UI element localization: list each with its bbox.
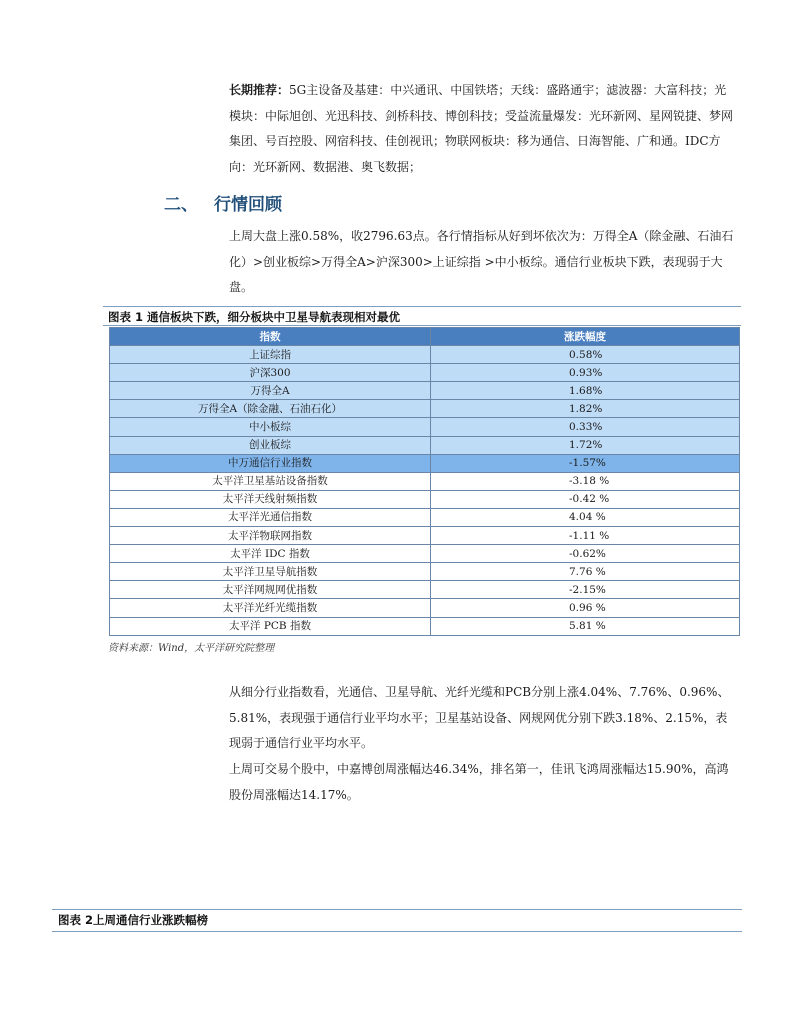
- table-row: [110, 472, 740, 490]
- table-body: [110, 346, 740, 636]
- header-index: 指数: [110, 328, 431, 346]
- table-row: [110, 400, 740, 418]
- index-name-cell: 创业板综: [110, 436, 431, 454]
- figure1-top-rule: [103, 306, 741, 307]
- section-title: 行情回顾: [214, 195, 282, 215]
- market-review-paragraph: 上周大盘上涨0.58%，收2796.63点。各行情指标从好到坏依次为：万得全A（除金融、石油石化）>创业板综>万得全A>沪深300>上证综指 >中小板综。通信行业板块下跌，表现弱于大盘。: [229, 229, 734, 294]
- subindustry-paragraph: 从细分行业指数看，光通信、卫星导航、光纤光缆和PCB分别上涨4.04%、7.76%、0.96%、5.81%，表现强于通信行业平均水平；卫星基站设备、网规网优分别下跌3.18%、2.15%，表现弱于通信行业平均水平。: [229, 685, 730, 750]
- table-row: [110, 508, 740, 526]
- table-row: [110, 454, 740, 472]
- table-row: [110, 563, 740, 581]
- index-name-cell: 上证综指: [110, 346, 431, 364]
- table-row: [110, 382, 740, 400]
- figure1-caption: 图表 1 通信板块下跌，细分板块中卫星导航表现相对最优: [108, 310, 401, 324]
- table-row: [110, 599, 740, 617]
- change-value-cell: 1.82%: [431, 400, 740, 418]
- recommendation-paragraph: [229, 78, 735, 180]
- change-value-cell: -0.42 %: [431, 490, 740, 508]
- recommendation-label: 长期推荐：: [229, 83, 290, 97]
- change-value-cell: -0.62%: [431, 545, 740, 563]
- index-name-cell: 太平洋物联网指数: [110, 527, 431, 545]
- index-name-cell: 太平洋光通信指数: [110, 508, 431, 526]
- figure2-top-rule: [52, 909, 742, 910]
- table-row: [110, 545, 740, 563]
- table-row: [110, 346, 740, 364]
- section-heading: [164, 190, 282, 215]
- table-header-row: [110, 328, 740, 346]
- table-row: [110, 490, 740, 508]
- figure2-caption: 图表 2上周通信行业涨跌幅榜: [58, 913, 209, 927]
- change-value-cell: 4.04 %: [431, 508, 740, 526]
- index-name-cell: 太平洋卫星基站设备指数: [110, 472, 431, 490]
- change-value-cell: 0.33%: [431, 418, 740, 436]
- index-name-cell: 太平洋卫星导航指数: [110, 563, 431, 581]
- figure1-source: 资料来源：Wind，太平洋研究院整理: [108, 643, 275, 654]
- index-name-cell: 万得全A（除金融、石油石化）: [110, 400, 431, 418]
- change-value-cell: 0.93%: [431, 364, 740, 382]
- change-value-cell: 0.58%: [431, 346, 740, 364]
- table-row: [110, 581, 740, 599]
- figure2-caption-rule: [52, 931, 742, 932]
- index-performance-table: [109, 327, 740, 636]
- header-change: 涨跌幅度: [431, 328, 740, 346]
- change-value-cell: -3.18 %: [431, 472, 740, 490]
- table-row: [110, 617, 740, 635]
- index-name-cell: 太平洋天线射频指数: [110, 490, 431, 508]
- top-stocks-paragraph: 上周可交易个股中，中嘉博创周涨幅达46.34%，排名第一，佳讯飞鸿周涨幅达15.90%，高鸿股份周涨幅达14.17%。: [229, 762, 729, 802]
- recommendation-text: 5G主设备及基建：中兴通讯、中国铁塔；天线：盛路通宇；滤波器：大富科技；光模块：中际旭创、光迅科技、剑桥科技、博创科技；受益流量爆发：光环新网、星网锐捷、梦网集团、号百控股、网宿科技、佳创视讯；物联网板块：移为通信、日海智能、广和通。IDC方向：光环新网、数据港、奥飞数据；: [229, 83, 734, 174]
- change-value-cell: -1.11 %: [431, 527, 740, 545]
- figure1-caption-rule: [103, 325, 741, 326]
- index-name-cell: 中小板综: [110, 418, 431, 436]
- change-value-cell: 5.81 %: [431, 617, 740, 635]
- index-name-cell: 太平洋光纤光缆指数: [110, 599, 431, 617]
- index-name-cell: 太平洋网规网优指数: [110, 581, 431, 599]
- table-row: [110, 436, 740, 454]
- index-name-cell: 中万通信行业指数: [110, 454, 431, 472]
- change-value-cell: 0.96 %: [431, 599, 740, 617]
- table-row: [110, 527, 740, 545]
- change-value-cell: 7.76 %: [431, 563, 740, 581]
- index-name-cell: 太平洋 IDC 指数: [110, 545, 431, 563]
- change-value-cell: -1.57%: [431, 454, 740, 472]
- index-name-cell: 沪深300: [110, 364, 431, 382]
- change-value-cell: -2.15%: [431, 581, 740, 599]
- change-value-cell: 1.68%: [431, 382, 740, 400]
- index-name-cell: 太平洋 PCB 指数: [110, 617, 431, 635]
- section-number: 二、: [164, 195, 198, 215]
- table-row: [110, 364, 740, 382]
- table-row: [110, 418, 740, 436]
- index-name-cell: 万得全A: [110, 382, 431, 400]
- change-value-cell: 1.72%: [431, 436, 740, 454]
